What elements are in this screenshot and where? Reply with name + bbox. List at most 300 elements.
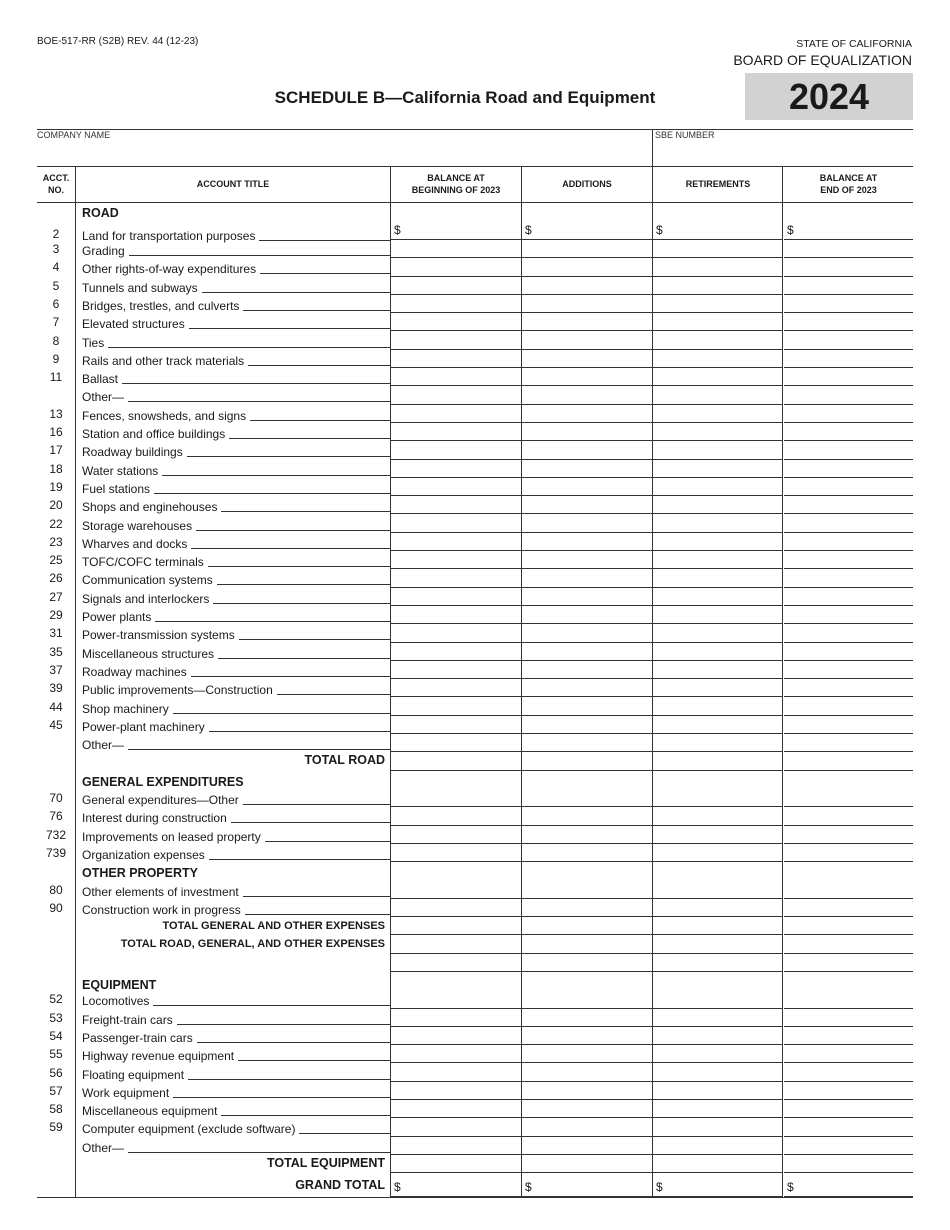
amount-cell[interactable] bbox=[391, 935, 521, 953]
entry-line[interactable] bbox=[128, 1152, 390, 1153]
account-title-cell bbox=[82, 277, 390, 295]
amount-cell[interactable] bbox=[522, 826, 652, 844]
account-title-cell bbox=[82, 661, 390, 679]
amount-cell[interactable] bbox=[522, 1137, 652, 1155]
amount-cell[interactable] bbox=[653, 624, 782, 642]
amount-cell[interactable] bbox=[522, 698, 652, 716]
amount-cell[interactable] bbox=[784, 515, 913, 533]
amount-cell[interactable] bbox=[653, 350, 782, 368]
amount-cell[interactable] bbox=[653, 954, 782, 972]
amount-cell[interactable] bbox=[391, 350, 521, 368]
acct-number: 20 bbox=[49, 498, 63, 513]
entry-line[interactable] bbox=[191, 676, 390, 677]
amount-cell[interactable] bbox=[522, 643, 652, 661]
amount-cell[interactable] bbox=[653, 826, 782, 844]
amount-cell[interactable] bbox=[784, 807, 913, 825]
amount-cell[interactable] bbox=[784, 441, 913, 459]
entry-line[interactable] bbox=[129, 255, 390, 256]
divider bbox=[37, 129, 913, 130]
amount-cell[interactable] bbox=[653, 1009, 782, 1027]
amount-cell[interactable] bbox=[784, 588, 913, 606]
amount-cell[interactable] bbox=[784, 1137, 913, 1155]
account-title-cell bbox=[82, 332, 390, 350]
amount-cell[interactable] bbox=[522, 277, 652, 295]
amount-cell[interactable] bbox=[522, 258, 652, 276]
amount-cell[interactable] bbox=[522, 332, 652, 350]
amount-cell[interactable] bbox=[522, 771, 652, 808]
amount-cell[interactable] bbox=[784, 899, 913, 917]
amount-cell[interactable] bbox=[653, 258, 782, 276]
amount-cell[interactable] bbox=[522, 1155, 652, 1173]
amount-cell[interactable] bbox=[522, 899, 652, 917]
amount-cell[interactable] bbox=[391, 643, 521, 661]
amount-cell[interactable] bbox=[522, 460, 652, 478]
amount-cell[interactable] bbox=[653, 698, 782, 716]
amount-cell[interactable] bbox=[653, 1100, 782, 1118]
amount-cell[interactable] bbox=[391, 368, 521, 386]
amount-cell[interactable] bbox=[653, 1118, 782, 1136]
amount-cell[interactable] bbox=[784, 844, 913, 862]
amount-cell[interactable] bbox=[784, 1155, 913, 1173]
amount-cell[interactable] bbox=[784, 935, 913, 953]
amount-cell[interactable] bbox=[522, 716, 652, 734]
amount-cell[interactable] bbox=[653, 752, 782, 770]
account-title: Roadway buildings bbox=[82, 445, 183, 460]
entry-line[interactable] bbox=[128, 749, 390, 750]
entry-line[interactable] bbox=[202, 292, 390, 293]
amount-cell[interactable] bbox=[522, 203, 652, 240]
acct-number: 76 bbox=[49, 809, 63, 824]
amount-cell[interactable] bbox=[784, 1009, 913, 1027]
amount-cell[interactable] bbox=[784, 277, 913, 295]
account-title: Bridges, trestles, and culverts bbox=[82, 298, 240, 313]
amount-cell[interactable] bbox=[784, 258, 913, 276]
amount-cell[interactable] bbox=[784, 533, 913, 551]
entry-line[interactable] bbox=[177, 1024, 390, 1025]
amount-cell[interactable] bbox=[391, 1045, 521, 1063]
entry-line[interactable] bbox=[173, 1097, 390, 1098]
account-title-cell bbox=[82, 423, 390, 441]
col-account-title: ACCOUNT TITLE bbox=[196, 178, 270, 189]
amount-cell[interactable] bbox=[522, 807, 652, 825]
entry-line[interactable] bbox=[209, 731, 390, 732]
entry-line[interactable] bbox=[221, 511, 390, 512]
entry-line[interactable] bbox=[277, 694, 390, 695]
entry-line[interactable] bbox=[248, 365, 390, 366]
board-label: BOARD OF EQUALIZATION bbox=[733, 52, 912, 68]
amount-cell[interactable] bbox=[522, 423, 652, 441]
entry-line[interactable] bbox=[122, 383, 390, 384]
account-title-cell bbox=[82, 899, 390, 917]
amount-cell[interactable] bbox=[391, 1173, 521, 1197]
amount-cell[interactable] bbox=[784, 551, 913, 569]
amount-cell[interactable] bbox=[522, 1100, 652, 1118]
amount-cell[interactable] bbox=[391, 295, 521, 313]
amount-cell[interactable] bbox=[653, 1155, 782, 1173]
entry-line[interactable] bbox=[197, 1042, 390, 1043]
amount-cell[interactable] bbox=[391, 405, 521, 423]
amount-cell[interactable] bbox=[653, 661, 782, 679]
amount-cell[interactable] bbox=[653, 277, 782, 295]
amount-cell[interactable] bbox=[784, 240, 913, 258]
amount-cell[interactable] bbox=[391, 1118, 521, 1136]
amount-cell[interactable] bbox=[653, 679, 782, 697]
entry-line[interactable] bbox=[209, 859, 390, 860]
amount-cell[interactable] bbox=[784, 1045, 913, 1063]
amount-cell[interactable] bbox=[391, 1100, 521, 1118]
amount-cell[interactable] bbox=[784, 386, 913, 404]
amount-cell[interactable] bbox=[653, 1137, 782, 1155]
amount-cell[interactable] bbox=[522, 240, 652, 258]
amount-cell[interactable] bbox=[522, 734, 652, 752]
amount-cell[interactable] bbox=[391, 1009, 521, 1027]
amount-cell[interactable] bbox=[522, 368, 652, 386]
amount-cell[interactable] bbox=[784, 624, 913, 642]
amount-cell[interactable] bbox=[784, 752, 913, 770]
account-title: Construction work in progress bbox=[82, 902, 241, 917]
amount-cell[interactable] bbox=[522, 441, 652, 459]
amount-cell[interactable] bbox=[391, 899, 521, 917]
amount-cell[interactable] bbox=[391, 588, 521, 606]
currency-symbol: $ bbox=[787, 1179, 794, 1194]
entry-line[interactable] bbox=[108, 347, 390, 348]
amount-cell[interactable] bbox=[522, 917, 652, 935]
amount-cell[interactable] bbox=[391, 679, 521, 697]
amount-cell[interactable] bbox=[391, 917, 521, 935]
amount-cell[interactable] bbox=[784, 350, 913, 368]
amount-cell[interactable] bbox=[522, 1064, 652, 1082]
amount-cell[interactable] bbox=[522, 313, 652, 331]
entry-line[interactable] bbox=[239, 639, 390, 640]
entry-line[interactable] bbox=[218, 658, 390, 659]
account-title-cell bbox=[82, 990, 390, 1008]
amount-cell[interactable] bbox=[391, 332, 521, 350]
amount-cell[interactable] bbox=[784, 954, 913, 972]
amount-cell[interactable] bbox=[391, 1082, 521, 1100]
account-title: Other— bbox=[82, 738, 125, 753]
amount-cell[interactable] bbox=[391, 423, 521, 441]
amount-cell[interactable] bbox=[653, 1064, 782, 1082]
amount-cell[interactable] bbox=[391, 606, 521, 624]
amount-cell[interactable] bbox=[522, 1118, 652, 1136]
amount-cell[interactable] bbox=[653, 551, 782, 569]
amount-cell[interactable] bbox=[653, 844, 782, 862]
amount-cell[interactable] bbox=[522, 515, 652, 533]
entry-line[interactable] bbox=[153, 1005, 390, 1006]
amount-cell[interactable] bbox=[391, 752, 521, 770]
amount-cell[interactable] bbox=[653, 405, 782, 423]
acct-number: 27 bbox=[49, 589, 63, 604]
account-title-cell bbox=[82, 716, 390, 734]
amount-cell[interactable] bbox=[522, 935, 652, 953]
amount-cell[interactable] bbox=[391, 533, 521, 551]
amount-cell[interactable] bbox=[522, 386, 652, 404]
account-title: Interest during construction bbox=[82, 811, 227, 826]
section-heading: EQUIPMENT bbox=[82, 978, 157, 992]
account-title-cell bbox=[82, 734, 390, 752]
amount-cell[interactable] bbox=[522, 533, 652, 551]
amount-cell[interactable] bbox=[391, 698, 521, 716]
entry-line[interactable] bbox=[231, 822, 390, 823]
amount-cell[interactable] bbox=[391, 661, 521, 679]
amount-cell[interactable] bbox=[391, 258, 521, 276]
entry-line[interactable] bbox=[260, 273, 390, 274]
amount-cell[interactable] bbox=[522, 954, 652, 972]
amount-cell[interactable] bbox=[391, 1137, 521, 1155]
entry-line[interactable] bbox=[189, 328, 390, 329]
amount-cell[interactable] bbox=[391, 313, 521, 331]
amount-cell[interactable] bbox=[653, 771, 782, 808]
amount-cell[interactable] bbox=[391, 734, 521, 752]
amount-cell[interactable] bbox=[522, 295, 652, 313]
amount-cell[interactable] bbox=[522, 496, 652, 514]
entry-line[interactable] bbox=[229, 438, 390, 439]
amount-cell[interactable] bbox=[784, 460, 913, 478]
amount-cell[interactable] bbox=[522, 862, 652, 899]
amount-cell[interactable] bbox=[653, 515, 782, 533]
entry-line[interactable] bbox=[188, 1079, 390, 1080]
sbe-number-field[interactable] bbox=[655, 142, 911, 164]
amount-cell[interactable] bbox=[653, 1173, 782, 1197]
amount-cell[interactable] bbox=[653, 203, 782, 240]
amount-cell[interactable] bbox=[653, 496, 782, 514]
amount-cell[interactable] bbox=[653, 1027, 782, 1045]
entry-line[interactable] bbox=[196, 530, 390, 531]
amount-cell[interactable] bbox=[391, 203, 521, 240]
acct-number: 31 bbox=[49, 626, 63, 641]
entry-line[interactable] bbox=[162, 475, 390, 476]
amount-cell[interactable] bbox=[653, 862, 782, 899]
amount-cell[interactable] bbox=[653, 917, 782, 935]
entry-line[interactable] bbox=[243, 804, 390, 805]
amount-cell[interactable] bbox=[653, 643, 782, 661]
amount-cell[interactable] bbox=[522, 1173, 652, 1197]
account-title: Floating equipment bbox=[82, 1067, 185, 1082]
divider bbox=[782, 166, 783, 1197]
amount-cell[interactable] bbox=[391, 1064, 521, 1082]
amount-cell[interactable] bbox=[653, 460, 782, 478]
amount-cell[interactable] bbox=[391, 551, 521, 569]
account-title: Station and office buildings bbox=[82, 427, 226, 441]
amount-cell[interactable] bbox=[391, 386, 521, 404]
amount-cell[interactable] bbox=[522, 569, 652, 587]
amount-cell[interactable] bbox=[784, 917, 913, 935]
amount-cell[interactable] bbox=[784, 716, 913, 734]
account-title-cell bbox=[82, 588, 390, 606]
amount-cell[interactable] bbox=[391, 460, 521, 478]
amount-cell[interactable] bbox=[784, 771, 913, 808]
amount-cell[interactable] bbox=[522, 551, 652, 569]
amount-cell[interactable] bbox=[653, 478, 782, 496]
amount-cell[interactable] bbox=[391, 515, 521, 533]
amount-cell[interactable] bbox=[784, 1100, 913, 1118]
amount-cell[interactable] bbox=[391, 240, 521, 258]
amount-cell[interactable] bbox=[653, 734, 782, 752]
amount-cell[interactable] bbox=[784, 313, 913, 331]
acct-number: 52 bbox=[49, 992, 63, 1007]
amount-cell[interactable] bbox=[391, 972, 521, 1009]
amount-cell[interactable] bbox=[784, 332, 913, 350]
amount-cell[interactable] bbox=[784, 862, 913, 899]
amount-cell[interactable] bbox=[653, 368, 782, 386]
amount-cell[interactable] bbox=[522, 405, 652, 423]
entry-line[interactable] bbox=[191, 548, 390, 549]
account-title-cell bbox=[82, 624, 390, 642]
amount-cell[interactable] bbox=[391, 624, 521, 642]
acct-number: 11 bbox=[49, 370, 63, 385]
amount-cell[interactable] bbox=[522, 752, 652, 770]
amount-cell[interactable] bbox=[391, 826, 521, 844]
amount-cell[interactable] bbox=[522, 1045, 652, 1063]
amount-cell[interactable] bbox=[653, 313, 782, 331]
amount-cell[interactable] bbox=[653, 899, 782, 917]
amount-cell[interactable] bbox=[653, 423, 782, 441]
amount-cell[interactable] bbox=[391, 771, 521, 808]
amount-cell[interactable] bbox=[522, 478, 652, 496]
account-title: General expenditures—Other bbox=[82, 793, 239, 807]
entry-line[interactable] bbox=[238, 1060, 390, 1061]
amount-cell[interactable] bbox=[784, 643, 913, 661]
amount-cell[interactable] bbox=[522, 588, 652, 606]
account-title-cell bbox=[82, 460, 390, 478]
amount-cell[interactable] bbox=[522, 972, 652, 1009]
amount-cell[interactable] bbox=[653, 716, 782, 734]
amount-cell[interactable] bbox=[653, 533, 782, 551]
entry-line[interactable] bbox=[128, 401, 390, 402]
amount-cell[interactable] bbox=[653, 807, 782, 825]
amount-cell[interactable] bbox=[784, 1118, 913, 1136]
account-title: Work equipment bbox=[82, 1085, 170, 1100]
amount-cell[interactable] bbox=[391, 277, 521, 295]
amount-cell[interactable] bbox=[522, 624, 652, 642]
amount-cell[interactable] bbox=[391, 1027, 521, 1045]
amount-cell[interactable] bbox=[653, 1045, 782, 1063]
entry-line[interactable] bbox=[221, 1115, 390, 1116]
amount-cell[interactable] bbox=[784, 661, 913, 679]
total-label: TOTAL GENERAL AND OTHER EXPENSES bbox=[162, 920, 385, 933]
account-title-cell bbox=[82, 643, 390, 661]
amount-cell[interactable] bbox=[522, 606, 652, 624]
amount-cell[interactable] bbox=[391, 954, 521, 972]
acct-number: 22 bbox=[49, 516, 63, 531]
acct-number: 17 bbox=[49, 443, 63, 458]
amount-cell[interactable] bbox=[653, 332, 782, 350]
amount-cell[interactable] bbox=[784, 1064, 913, 1082]
amount-cell[interactable] bbox=[391, 862, 521, 899]
amount-cell[interactable] bbox=[653, 569, 782, 587]
entry-line[interactable] bbox=[187, 456, 390, 457]
amount-cell[interactable] bbox=[391, 1155, 521, 1173]
section-heading: GENERAL EXPENDITURES bbox=[82, 774, 244, 789]
entry-line[interactable] bbox=[265, 841, 390, 842]
amount-cell[interactable] bbox=[391, 496, 521, 514]
amount-cell[interactable] bbox=[391, 569, 521, 587]
amount-cell[interactable] bbox=[391, 807, 521, 825]
account-title-cell bbox=[82, 1137, 390, 1155]
amount-cell[interactable] bbox=[653, 441, 782, 459]
amount-cell[interactable] bbox=[784, 826, 913, 844]
amount-cell[interactable] bbox=[784, 972, 913, 1009]
amount-cell[interactable] bbox=[784, 1027, 913, 1045]
amount-cell[interactable] bbox=[653, 935, 782, 953]
company-name-field[interactable] bbox=[37, 142, 649, 164]
amount-cell[interactable] bbox=[784, 698, 913, 716]
amount-cell[interactable] bbox=[784, 734, 913, 752]
amount-cell[interactable] bbox=[784, 679, 913, 697]
entry-line[interactable] bbox=[245, 914, 390, 915]
amount-cell[interactable] bbox=[653, 606, 782, 624]
amount-cell[interactable] bbox=[784, 1082, 913, 1100]
entry-line[interactable] bbox=[299, 1133, 390, 1134]
amount-cell[interactable] bbox=[653, 1082, 782, 1100]
amount-cell[interactable] bbox=[391, 478, 521, 496]
amount-cell[interactable] bbox=[784, 423, 913, 441]
entry-line[interactable] bbox=[213, 603, 390, 604]
amount-cell[interactable] bbox=[391, 716, 521, 734]
amount-cell[interactable] bbox=[784, 606, 913, 624]
account-title: Power plants bbox=[82, 610, 152, 624]
amount-cell[interactable] bbox=[522, 844, 652, 862]
amount-cell[interactable] bbox=[784, 1173, 913, 1197]
amount-cell[interactable] bbox=[784, 405, 913, 423]
account-title-cell bbox=[82, 533, 390, 551]
amount-cell[interactable] bbox=[391, 844, 521, 862]
acct-number: 25 bbox=[49, 553, 63, 568]
amount-cell[interactable] bbox=[522, 1009, 652, 1027]
account-title-cell bbox=[82, 368, 390, 386]
amount-cell[interactable] bbox=[522, 1027, 652, 1045]
account-title-cell bbox=[82, 807, 390, 825]
acct-number: 58 bbox=[49, 1102, 63, 1117]
entry-line[interactable] bbox=[154, 493, 390, 494]
entry-line[interactable] bbox=[217, 584, 390, 585]
amount-cell[interactable] bbox=[653, 588, 782, 606]
amount-cell[interactable] bbox=[784, 496, 913, 514]
account-title: Other rights-of-way expenditures bbox=[82, 262, 257, 277]
amount-cell[interactable] bbox=[522, 1082, 652, 1100]
account-title: Locomotives bbox=[82, 994, 150, 1009]
acct-number: 29 bbox=[49, 608, 63, 622]
entry-line[interactable] bbox=[243, 896, 390, 897]
amount-cell[interactable] bbox=[784, 295, 913, 313]
acct-number: 35 bbox=[49, 644, 63, 659]
amount-cell[interactable] bbox=[522, 661, 652, 679]
amount-cell[interactable] bbox=[653, 240, 782, 258]
acct-number: 23 bbox=[49, 534, 63, 549]
amount-cell[interactable] bbox=[784, 368, 913, 386]
amount-cell[interactable] bbox=[784, 569, 913, 587]
amount-cell[interactable] bbox=[391, 441, 521, 459]
amount-cell[interactable] bbox=[653, 386, 782, 404]
entry-line[interactable] bbox=[155, 621, 390, 622]
amount-cell[interactable] bbox=[522, 350, 652, 368]
section-heading: OTHER PROPERTY bbox=[82, 866, 198, 881]
amount-cell[interactable] bbox=[784, 478, 913, 496]
account-title-cell bbox=[82, 789, 390, 807]
amount-cell[interactable] bbox=[653, 972, 782, 1009]
entry-line[interactable] bbox=[243, 310, 390, 311]
account-title-cell bbox=[82, 258, 390, 276]
account-title-cell bbox=[82, 405, 390, 423]
entry-line[interactable] bbox=[208, 566, 390, 567]
amount-cell[interactable] bbox=[653, 295, 782, 313]
amount-cell[interactable] bbox=[522, 679, 652, 697]
entry-line[interactable] bbox=[250, 420, 390, 421]
amount-cell[interactable] bbox=[784, 203, 913, 240]
acct-number: 39 bbox=[49, 681, 63, 696]
entry-line[interactable] bbox=[173, 713, 390, 714]
acct-number: 4 bbox=[52, 260, 60, 275]
